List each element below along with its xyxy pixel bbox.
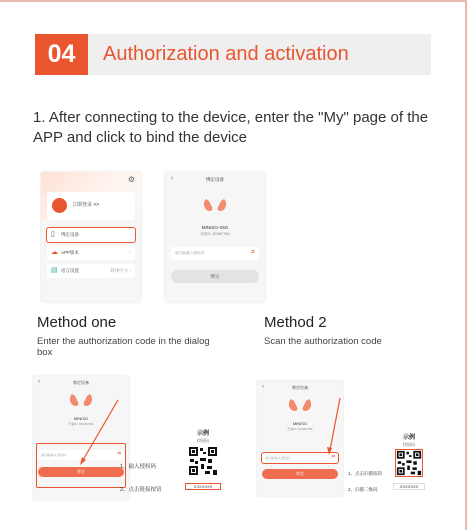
input-placeholder: 请扫描/输入授权码 — [175, 251, 204, 255]
device-name: MINISO-X5G — [201, 225, 229, 230]
device-serial: 设备ID: 87A8F7BA — [200, 232, 230, 236]
menu-value: 简体中文 › — [110, 268, 131, 273]
arrow-head-method-two — [327, 447, 332, 455]
cloud-icon: ☁ — [51, 249, 58, 256]
back-icon[interactable]: ‹ — [171, 175, 174, 182]
step-instruction: 1. After connecting to the device, enter the "My" page of the APP and click to bind the device — [33, 109, 429, 146]
device-icon: ▯ — [51, 231, 55, 238]
chevron-right-icon: › — [129, 250, 131, 255]
hint-method-two-1: 1、点击扫描按钮 — [348, 471, 383, 476]
language-icon: ▤ — [51, 267, 58, 274]
sample-code: XXXXXXX — [393, 483, 425, 490]
hint-method-two-2: 2、扫描二维码 — [348, 487, 378, 492]
back-icon[interactable]: ‹ — [38, 379, 40, 385]
bind-button[interactable]: 绑定 — [262, 469, 338, 479]
method-one-desc: Enter the authorization code in the dialog box — [37, 336, 210, 358]
sample-code: XXXXXXX — [185, 483, 221, 490]
scan-icon[interactable]: ⌗ — [251, 249, 255, 256]
hint-method-one-1: 1、输入授权码 — [120, 464, 157, 470]
sample-qr-one — [185, 428, 221, 490]
device-name: MINISO — [292, 421, 308, 426]
section-title: Authorization and activation — [103, 43, 349, 65]
arrow-head-method-one — [80, 457, 86, 465]
input-placeholder: 请扫描/输入授权码 — [265, 456, 290, 460]
chevron-right-icon: › — [129, 232, 131, 237]
page-title: 绑定设备 — [73, 380, 89, 385]
sample-title: 示例 — [196, 431, 209, 437]
gear-icon[interactable]: ⚙ — [127, 175, 135, 184]
menu-label: 绑定设备 — [61, 232, 79, 237]
section-number: 04 — [35, 34, 88, 75]
sample-title: 示例 — [402, 435, 415, 441]
scan-icon[interactable]: ⌗ — [331, 454, 335, 460]
qr-code-icon — [188, 446, 218, 476]
sample-qr-two — [393, 432, 425, 490]
page-title: 绑定设备 — [292, 385, 308, 390]
method-two-desc: Scan the authorization code — [264, 336, 382, 347]
sample-subtitle: 授权码 — [197, 438, 209, 443]
bind-button[interactable]: 绑定 — [38, 467, 124, 477]
method-one-title: Method one — [37, 314, 117, 331]
scan-icon[interactable]: ⌗ — [117, 451, 121, 457]
device-serial: 设备ID: 87A8F7BA — [287, 427, 313, 431]
method-two-title: Method 2 — [264, 314, 327, 331]
arrow-line-method-one — [83, 400, 118, 460]
qr-code-icon — [396, 450, 422, 476]
sample-subtitle: 授权码 — [403, 442, 415, 447]
menu-label: APP版本 — [61, 250, 80, 255]
device-name: MINISO — [73, 416, 89, 421]
hint-method-one-2: 2、点击链接按钮 — [120, 487, 162, 493]
back-icon[interactable]: ‹ — [262, 384, 264, 390]
page-title: 绑定设备 — [206, 177, 224, 182]
login-link[interactable]: 立即登录 >> — [72, 202, 100, 208]
bind-button[interactable]: 绑定 — [171, 270, 259, 283]
input-placeholder: 请扫描/输入授权码 — [41, 453, 66, 457]
menu-label: 语言设置 — [61, 268, 79, 273]
device-serial: 设备ID: 87A8F7BA — [68, 422, 94, 426]
arrow-line-method-two — [330, 398, 340, 450]
